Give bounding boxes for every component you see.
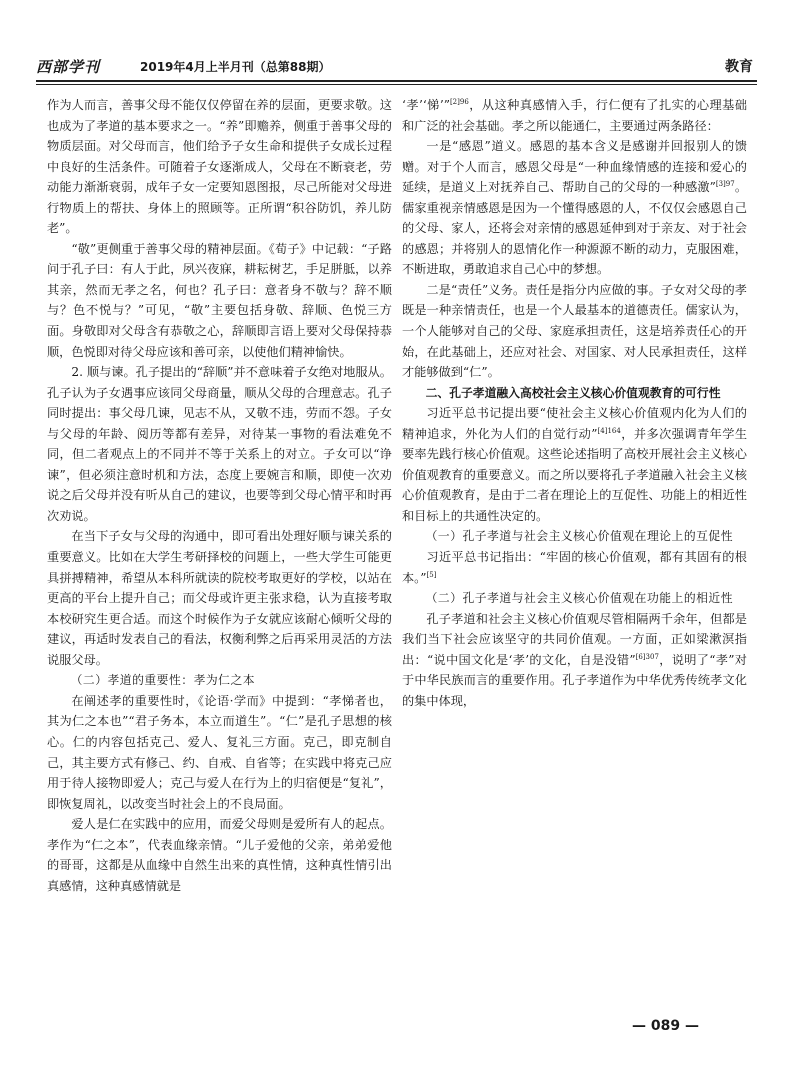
citation-ref: [3]97 bbox=[715, 180, 735, 189]
paragraph-text: （一）孔子孝道与社会主义核心价值观在理论上的互促性 bbox=[425, 529, 734, 544]
paragraph bbox=[402, 280, 747, 383]
paragraph-text: 二、孔子孝道融入高校社会主义核心价值观教育的可行性 bbox=[425, 385, 721, 400]
subsection-heading bbox=[402, 588, 747, 609]
paragraph bbox=[402, 609, 747, 712]
citation-ref: [6]307 bbox=[635, 652, 659, 661]
header-rule-thick bbox=[36, 80, 757, 82]
paragraph-text: ‘孝’‘悌’” bbox=[402, 98, 450, 112]
paragraph bbox=[402, 547, 747, 588]
running-header bbox=[36, 54, 757, 78]
header-rule-thin bbox=[36, 84, 757, 85]
paragraph-text: 习近平总书记提出要“使社会主义核心价值观内化为人们的精神追求，外化为人们的自觉行动” bbox=[402, 406, 747, 441]
paragraph-text: “敬”更侧重于善事父母的精神层面。《荀子》中记载：“子路问于孔子曰：有人于此，夙兴夜寐，耕耘树艺，手足胼胝，以养其亲，然而无孝之名，何也？孔子曰：意者身不敬与？辞不顺与？色不悦与？”可见，“敬”主要包括身敬、辞顺、色悦三方面。身敬即对父母含有恭敬之心，辞顺即言语上要对父母保持恭顺，色悦即对待父母应该和善可亲，以使他们精神愉快。 bbox=[47, 241, 392, 359]
journal-logo: 西部学刊 bbox=[36, 58, 101, 76]
paragraph bbox=[402, 403, 747, 526]
paragraph-text: 。儒家重视亲情感恩是因为一个懂得感恩的人，不仅仅会感恩自己的父母、家人，还将会对亲情的感恩延伸到对于亲友、对于社会的感恩；并将别人的恩情化作一种源源不断的动力，克服困难，不断进取，勇敢追求自己心中的梦想。 bbox=[402, 180, 748, 277]
paragraph-text: ，并多次强调青年学生要率先践行核心价值观。这些论述指明了高校开展社会主义核心价值观教育的重要意义。而之所以要将孔子孝道融入社会主义核心价值观教育，是由于二者在理论上的互促性、功能上的相近性和目标上的共通性决定的。 bbox=[402, 426, 748, 523]
section-label: 教育 bbox=[725, 59, 753, 75]
paragraph-text: 一是“感恩”道义。感恩的基本含义是感谢并回报别人的馈赠。对于个人而言，感恩父母是“一种血缘情感的连接和爱心的延续，是道义上对抚养自己、帮助自己的父母的一种感激” bbox=[402, 139, 747, 195]
section-heading bbox=[402, 383, 747, 404]
paragraph-text: ，从这种真感情入手，行仁便有了扎实的心理基础和广泛的社会基础。孝之所以能通仁，主要通过两条路径： bbox=[402, 98, 748, 133]
paragraph-text: 作为人而言，善事父母不能仅仅停留在养的层面，更要求敬。这也成为了孝道的基本要求之一。“养”即赡养，侧重于善事父母的物质层面。对父母而言，他们给予子女生命和提供子女成长过程中良好的生活条件。可随着子女逐渐成人，父母在不断衰老，劳动能力渐渐衰弱，成年子女一定要知恩图报，尽己所能对父母进行物质上的帮扶、身体上的照顾等。正所谓“积谷防饥，养儿防老”。 bbox=[47, 98, 392, 236]
paragraph bbox=[47, 814, 392, 896]
issue-info: 2019年4月上半月刊（总第88期） bbox=[140, 60, 331, 74]
paragraph-text: （二）孔子孝道与社会主义核心价值观在功能上的相近性 bbox=[425, 591, 734, 606]
paragraph-text: 孔子孝道和社会主义核心价值观尽管相隔两千余年，但都是我们当下社会应该坚守的共同价值观。一方面，正如梁漱溟指出：“说中国文化是‘孝’的文化，自是没错” bbox=[402, 611, 747, 667]
left-column bbox=[47, 95, 392, 896]
right-column bbox=[402, 95, 747, 711]
paragraph bbox=[402, 136, 747, 280]
paragraph-text: 爱人是仁在实践中的应用，而爱父母则是爱所有人的起点。孝作为“仁之本”，代表血缘亲情。“儿子爱他的父亲，弟弟爱他的哥哥，这都是从血缘中自然生出来的真性情，这种真性情引出真感情，这种真感情就是 bbox=[47, 817, 392, 893]
citation-ref: [2]96 bbox=[449, 97, 469, 106]
paragraph-text: 在当下子女与父母的沟通中，即可看出处理好顺与谏关系的重要意义。比如在大学生考研择校的问题上，一些大学生可能更具拼搏精神，希望从本科所就读的院校考取更好的学校，以站在更高的平台上提升自己；而父母或许更主张求稳，认为直接考取本校研究生更合适。而这个时候作为子女就应该耐心倾听父母的建议，再适时发表自己的看法，权衡利弊之后再采用灵活的方法说服父母。 bbox=[47, 529, 392, 667]
paragraph bbox=[47, 691, 392, 814]
paragraph-text: 习近平总书记指出：“牢固的核心价值观，都有其固有的根本。” bbox=[402, 550, 747, 585]
paragraph-text: 二是“责任”义务。责任是指分内应做的事。子女对父母的孝既是一种亲情责任，也是一个人最基本的道德责任。儒家认为，一个人能够对自己的父母、家庭承担责任，这是培养责任心的开始，在此基础上，还应对社会、对国家、对人民承担责任，这样才能够做到“仁”。 bbox=[402, 282, 747, 380]
paragraph-text: 在阐述孝的重要性时，《论语·学而》中提到：“孝悌者也，其为仁之本也”“君子务本，本立而道生”。“仁”是孔子思想的核心。仁的内容包括克己、爱人、复礼三方面。克己，即克制自己，其主要方式有修己、约、自戒、自省等；在实践中将克己应用于待人接物即爱人；克己与爱人在行为上的归宿便是“复礼”，即恢复周礼，以改变当时社会上的不良局面。 bbox=[47, 693, 392, 811]
citation-ref: [4]164 bbox=[597, 426, 621, 435]
paragraph bbox=[47, 526, 392, 670]
subsection-heading bbox=[47, 670, 392, 691]
subsection-heading bbox=[402, 526, 747, 547]
paragraph-text: 2. 顺与谏。孔子提出的“辞顺”并不意味着子女绝对地服从。孔子认为子女遇事应该同父母商量，顺从父母的合理意志。孔子同时提出：事父母几谏，见志不从，又敬不违，劳而不怨。子女与父母的年龄、阅历等都有差异，对待某一事物的看法难免不同，但二者观点上的不同并不等于关系上的对立。子女可以“诤谏”，但必须注意时机和方法，态度上要婉言和顺，即使一次劝说之后父母并没有听从自己的建议，也要等到父母心情平和时再次劝说。 bbox=[47, 365, 392, 523]
paragraph bbox=[402, 95, 747, 136]
paragraph bbox=[47, 239, 392, 362]
page-number: — 089 — bbox=[632, 1018, 699, 1034]
paragraph-text: （二）孝道的重要性：孝为仁之本 bbox=[70, 673, 256, 688]
paragraph bbox=[47, 362, 392, 526]
citation-ref: [5] bbox=[426, 570, 437, 579]
paragraph bbox=[47, 95, 392, 239]
paragraph-text: ，说明了“孝”对于中华民族而言的重要作用。孔子孝道作为中华优秀传统孝文化的集中体现， bbox=[402, 652, 747, 708]
